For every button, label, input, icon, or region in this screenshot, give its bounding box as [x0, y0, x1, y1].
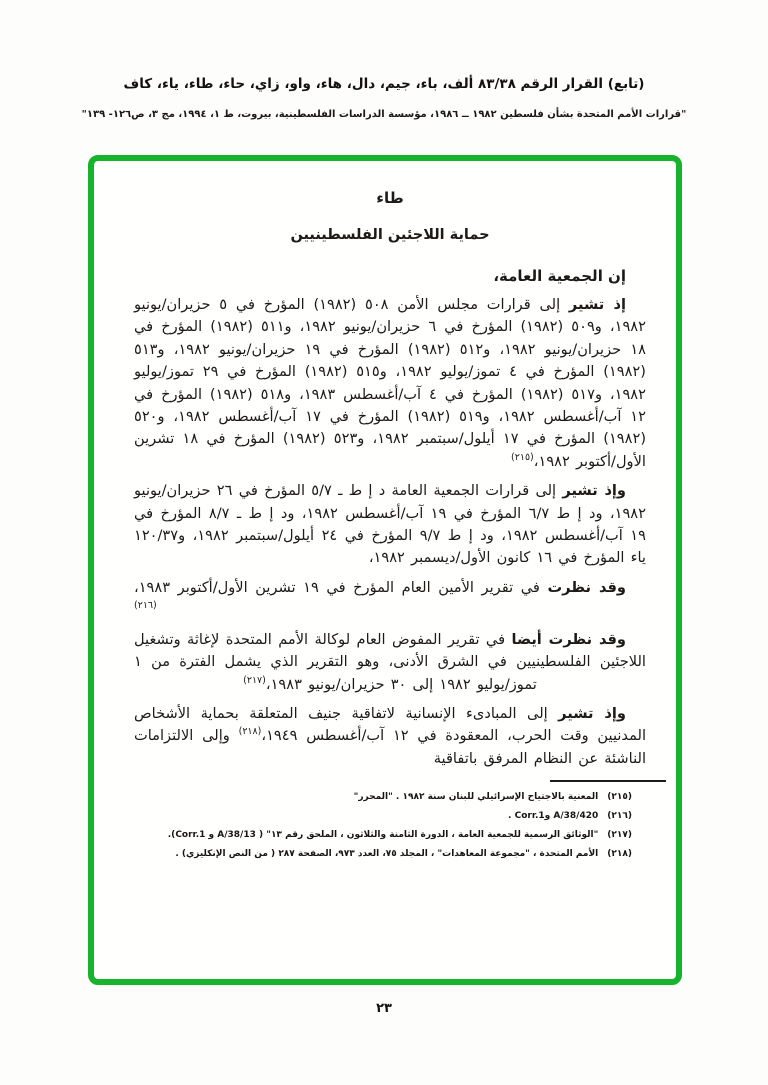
footnote-text: الأمم المتحدة ، "مجموعة المعاهدات" ، المجلد ٧٥، العدد ٩٧٣، الصفحة ٢٨٧ ( من النص الإنكليزي) .: [175, 849, 599, 860]
footnote-text: المعنية بالاجتياح الإسرائيلي للبنان سنة ١٩٨٢ . "المحرر": [353, 792, 599, 803]
source-citation-header: "قرارات الأمم المتحدة بشأن فلسطين ١٩٨٢ ــ ١٩٨٦، مؤسسة الدراسات الفلسطينية، بيروت، ط ١، ١٩٩٤، مج ٣، ص١٢٦- ١٣٩": [81, 109, 687, 120]
paragraph-tail: وإلى الالتزامات الناشئة عن النظام المرفق باتفاقية: [134, 727, 646, 767]
paragraph-body: إلى قرارات الجمعية العامة د إ ط ـ ٥/٧ المؤرخ في ٢٦ حزيران/يونيو ١٩٨٢، ود إ ط ٦/٧ المؤرخ في ١٩ آب/أغسطس ١٩٨٢، ود إ ط ـ ٨/٧ المؤرخ في ١٩ آب/أغسطس ١٩٨٢، ود إ ط ٩/٧ المؤرخ في ٢٤ أيلول/سبتمبر ١٩٨٢، و١٢٠/٣٧ ياء المؤرخ في ١٦ كانون الأول/ديسمبر ١٩٨٢،: [134, 482, 646, 567]
footnote-ref-217: (٢١٧): [243, 674, 266, 686]
footnote-216: [134, 807, 646, 826]
paragraph-geneva-convention: [134, 703, 646, 770]
footnote-number: (٢١٥): [607, 792, 632, 803]
paragraph-lead: وقد نظرت أيضا: [511, 630, 626, 648]
footnote-text: "الوثائق الرسمية للجمعية العامة ، الدورة الثامنة والثلاثون ، الملحق رقم ١٣" ( A/38/13 و Corr.1).: [167, 830, 599, 841]
paragraph-body: إلى المبادىء الإنسانية لاتفاقية جنيف المتعلقة بحماية الأشخاص المدنيين وقت الحرب، المعقودة في ١٢ آب/أغسطس ١٩٤٩،: [134, 704, 647, 745]
footnote-text: A/38/420 وCorr.1 .: [508, 811, 599, 822]
footnote-number: (٢١٦): [607, 811, 632, 822]
footnote-ref-216: (٢١٦): [134, 600, 157, 612]
paragraph-considered-unrwa-report: [134, 629, 646, 696]
paragraph-body: إلى قرارات مجلس الأمن ٥٠٨ (١٩٨٢) المؤرخ في ٥ حزيران/يونيو ١٩٨٢، و٥٠٩ (١٩٨٢) المؤرخ في ٦ حزيران/يونيو ١٩٨٢، و٥١١ (١٩٨٢) المؤرخ في ١٨ حزيران/يونيو ١٩٨٢، و٥١٢ (١٩٨٢) المؤرخ في ١٩ حزيران/يونيو ١٩٨٢، و٥١٣ (١٩٨٢) المؤرخ في ٤ تموز/يوليو ١٩٨٢، و٥١٥ (١٩٨٢) المؤرخ في ٢٩ تموز/يوليو ١٩٨٢، و٥١٧ (١٩٨٢) المؤرخ في ٤ آب/أغسطس ١٩٨٣، و٥١٨ (١٩٨٢) المؤرخ في ١٢ آب/أغسطس ١٩٨٢، و٥١٩ (١٩٨٢) المؤرخ في ١٧ آب/أغسطس ١٩٨٢، و٥٢٠ (١٩٨٢) المؤرخ في ١٧ أيلول/سبتمبر ١٩٨٢، و٥٢٣ (١٩٨٢) المؤرخ في ١٨ تشرين الأول/أكتوبر ١٩٨٢،: [134, 296, 647, 470]
document-title: حماية اللاجئين الفلسطينيين: [290, 227, 490, 243]
paragraph-considered-sg-report: [134, 577, 646, 622]
paragraph-body: في تقرير المفوض العام لوكالة الأمم المتحدة لإغاثة وتشغيل اللاجئين الفلسطينيين في الشرق الأدنى، وهو التقرير الذي يشمل الفترة من ١ تموز/يوليو ١٩٨٢ إلى ٣٠ حزيران/يونيو ١٩٨٣،: [134, 630, 646, 693]
section-letter: طاء: [376, 189, 404, 207]
highlight-border-box: [88, 155, 682, 985]
paragraph-lead: إذ تشير: [568, 296, 626, 313]
footnote-number: (٢١٧): [607, 830, 632, 841]
paragraph-recalling-security-council: [134, 294, 646, 473]
footnote-ref-218: (٢١٨): [238, 726, 262, 738]
footnote-215: [134, 788, 646, 807]
paragraph-opener: [134, 265, 646, 287]
footnote-ref-215: (٢١٥): [511, 451, 534, 463]
footnote-218: [134, 845, 646, 864]
footnote-number: (٢١٨): [607, 849, 632, 860]
footnotes-block: [134, 788, 646, 864]
paragraph-recalling-general-assembly: [134, 480, 646, 570]
footnote-separator: [550, 780, 666, 782]
resolution-header: (تابع) القرار الرقم ٨٣/٣٨ ألف، باء، جيم، دال، هاء، واو، زاي، حاء، طاء، ياء، كاف: [123, 76, 645, 92]
paragraph-lead: وقد نظرت: [547, 578, 627, 596]
paragraph-lead: وإذ تشير: [562, 482, 627, 500]
paragraph-lead: وإذ تشير: [558, 704, 626, 722]
opener-text: إن الجمعية العامة،: [493, 267, 626, 285]
page-number: ٢٣: [376, 1001, 392, 1016]
footnote-217: [134, 826, 646, 845]
paragraph-body: في تقرير الأمين العام المؤرخ في ١٩ تشرين الأول/أكتوبر ١٩٨٣،: [134, 578, 548, 596]
